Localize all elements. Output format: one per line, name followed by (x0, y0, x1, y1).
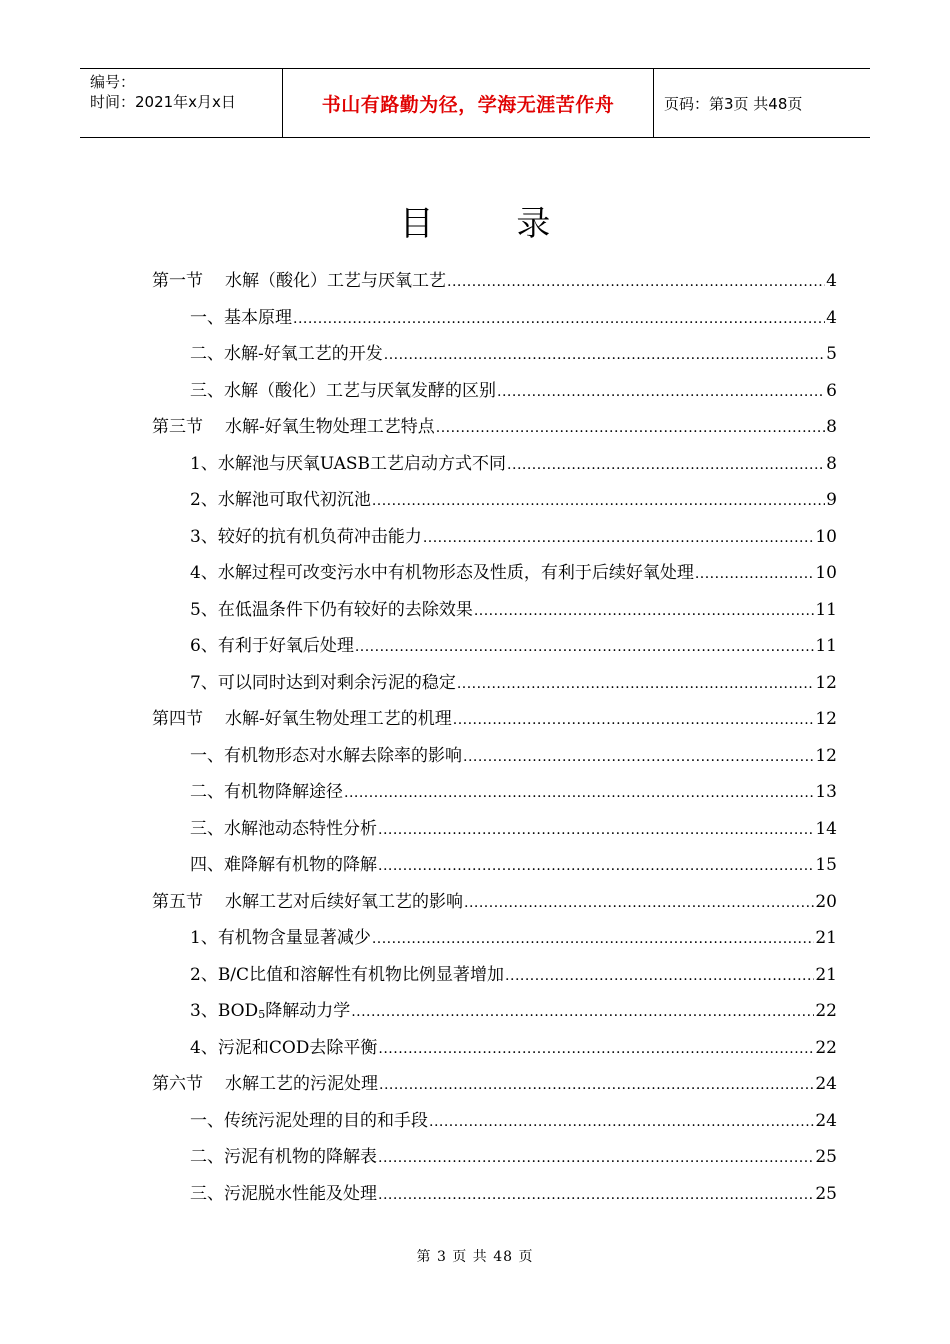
toc-subsection-entry[interactable] (152, 300, 837, 337)
toc-entry-text: 2、B/C比值和溶解性有机物比例显著增加 (190, 964, 505, 985)
toc-dot-leader (507, 447, 825, 484)
toc-entry-text: 5、在低温条件下仍有较好的去除效果 (190, 599, 473, 620)
toc-subsection-entry[interactable] (152, 446, 837, 483)
toc-subsection-entry[interactable] (152, 373, 837, 410)
toc-entry-text: 二、有机物降解途径 (190, 782, 343, 802)
toc-entry-text: 4、水解过程可改变污水中有机物形态及性质，有利于后续好氧处理 (190, 563, 694, 583)
toc-entry-text: 一、有机物形态对水解去除率的影响 (190, 745, 462, 766)
toc-page-number: 8 (826, 453, 837, 474)
toc-entry-text: 四、难降解有机物的降解 (190, 855, 377, 875)
toc-dot-leader (379, 1067, 814, 1104)
toc-entry-label (190, 336, 383, 373)
toc-page-number: 12 (815, 672, 837, 693)
toc-entry-label (152, 1066, 378, 1103)
toc-entry-text: 6、有利于好氧后处理 (190, 636, 354, 656)
toc-section-entry[interactable] (152, 409, 837, 446)
header-time-label: 时间：2021年x月x日 (90, 93, 236, 111)
toc-subsection-entry[interactable] (152, 1103, 837, 1140)
toc-entry-label (190, 847, 377, 884)
toc-dot-leader (372, 921, 815, 958)
toc-page-number: 22 (815, 1037, 837, 1058)
toc-entry-label (152, 884, 463, 921)
toc-entry-text: 4、污泥和COD去除平衡 (190, 1037, 378, 1058)
toc-entry-text: 3、较好的抗有机负荷冲击能力 (190, 526, 422, 547)
toc-page-number: 13 (815, 782, 837, 802)
toc-entry-text: 一、传统污泥处理的目的和手段 (190, 1110, 428, 1131)
toc-dot-leader (378, 1031, 814, 1068)
toc-page-number: 9 (826, 490, 837, 510)
toc-dot-leader (378, 1177, 814, 1214)
toc-entry-text: 2、水解池可取代初沉池 (190, 490, 371, 510)
toc-entry-label (190, 482, 371, 519)
toc-entry-label (190, 665, 456, 702)
toc-page-number: 11 (815, 599, 837, 620)
toc-subsection-entry[interactable] (152, 847, 837, 884)
toc-entry-label (152, 701, 452, 738)
toc-subsection-entry[interactable] (152, 628, 837, 665)
toc-page-number: 15 (815, 855, 837, 875)
toc-entry-label (190, 1176, 377, 1213)
toc-entry-text: 1、水解池与厌氧UASB工艺启动方式不同 (190, 453, 507, 474)
page-footer: 第 3 页 共 48 页 (416, 1249, 534, 1265)
toc-page-number: 12 (815, 745, 837, 766)
toc-dot-leader (378, 812, 814, 849)
toc-dot-leader (355, 629, 815, 666)
toc-page-number: 24 (815, 1110, 837, 1131)
toc-dot-leader (447, 264, 825, 301)
toc-dot-leader (384, 337, 825, 374)
toc-dot-leader (429, 1104, 814, 1141)
header-meta (80, 69, 282, 137)
toc-entry-text: 水解-好氧生物处理工艺特点 (225, 417, 435, 437)
toc-entry-subscript: 5 (258, 1008, 266, 1021)
toc-subsection-entry[interactable] (152, 738, 837, 775)
toc-entry-text: 水解工艺的污泥处理 (225, 1074, 378, 1094)
toc-page-number: 12 (815, 709, 837, 729)
toc-entry-text: 水解-好氧生物处理工艺的机理 (225, 709, 452, 729)
toc-entry-label (190, 300, 292, 337)
table-of-contents (152, 263, 837, 1212)
toc-dot-leader (474, 593, 815, 630)
toc-entry-label (190, 774, 343, 811)
toc-section-entry[interactable] (152, 884, 837, 921)
toc-page-number: 20 (815, 891, 837, 912)
toc-entry-label (190, 738, 462, 775)
toc-subsection-entry[interactable] (152, 774, 837, 811)
toc-dot-leader (464, 885, 814, 922)
toc-entry-text: 三、水解（酸化）工艺与厌氧发酵的区别 (190, 380, 496, 401)
toc-page-number: 14 (815, 818, 837, 839)
toc-dot-leader (453, 702, 815, 739)
toc-entry-label (152, 263, 446, 300)
toc-subsection-entry[interactable] (152, 920, 837, 957)
toc-subsection-entry[interactable] (152, 993, 837, 1030)
toc-entry-label (190, 811, 377, 848)
toc-dot-leader (378, 1140, 814, 1177)
header-motto: 书山有路勤为径，学海无涯苦作舟 (282, 69, 654, 137)
toc-entry-label (190, 1139, 377, 1176)
toc-subsection-entry[interactable] (152, 336, 837, 373)
toc-entry-text: 3、BOD (190, 1001, 259, 1021)
toc-subsection-entry[interactable] (152, 1030, 837, 1067)
toc-page-number: 25 (815, 1183, 837, 1204)
toc-subsection-entry[interactable] (152, 957, 837, 994)
toc-entry-label (190, 920, 371, 957)
toc-entry-label (190, 446, 506, 483)
toc-entry-label (190, 555, 694, 592)
header-page-info: 页码：第3页 共48页 (664, 94, 803, 113)
toc-entry-label (190, 1030, 377, 1067)
toc-page-number: 4 (826, 307, 837, 328)
toc-subsection-entry[interactable] (152, 482, 837, 519)
toc-entry-text: 二、污泥有机物的降解表 (190, 1147, 377, 1167)
toc-entry-text: 三、水解池动态特性分析 (190, 818, 377, 839)
toc-page-number: 4 (826, 271, 837, 291)
toc-dot-leader (497, 374, 825, 411)
toc-subsection-entry[interactable] (152, 1139, 837, 1176)
toc-entry-text: 水解（酸化）工艺与厌氧工艺 (225, 271, 446, 291)
toc-dot-leader (293, 301, 825, 338)
toc-entry-text: 三、污泥脱水性能及处理 (190, 1183, 377, 1204)
toc-entry-label (190, 592, 473, 629)
toc-entry-label (152, 409, 435, 446)
toc-entry-label (190, 957, 504, 994)
toc-dot-leader (457, 666, 815, 703)
toc-page-number: 11 (815, 636, 837, 656)
toc-dot-leader (505, 958, 814, 995)
toc-entry-text: 二、水解-好氧工艺的开发 (190, 344, 383, 364)
toc-entry-text: 1、有机物含量显著减少 (190, 928, 371, 948)
toc-dot-leader (351, 994, 814, 1031)
toc-section-entry[interactable] (152, 1066, 837, 1103)
toc-title: 目 录 (399, 204, 587, 244)
toc-entry-text-tail: 降解动力学 (265, 1001, 351, 1021)
header-code-label: 编号： (90, 73, 136, 91)
toc-subsection-entry[interactable] (152, 592, 837, 629)
toc-page-number: 10 (815, 563, 837, 583)
toc-section-entry[interactable] (152, 263, 837, 300)
toc-page-number: 6 (826, 380, 837, 401)
toc-page-number: 5 (826, 344, 837, 364)
toc-dot-leader (695, 556, 815, 593)
toc-entry-text: 7、可以同时达到对剩余污泥的稳定 (190, 672, 456, 693)
toc-section-number: 第五节 (152, 891, 203, 912)
toc-page-number: 21 (815, 964, 837, 985)
toc-section-number: 第一节 (152, 271, 203, 291)
toc-entry-label (190, 373, 496, 410)
toc-entry-label (190, 993, 350, 1030)
toc-section-number: 第六节 (152, 1074, 203, 1094)
toc-section-entry[interactable] (152, 701, 837, 738)
toc-entry-label (190, 1103, 428, 1140)
toc-page-number: 10 (815, 526, 837, 547)
toc-entry-label (190, 628, 354, 665)
toc-section-number: 第四节 (152, 709, 203, 729)
toc-section-number: 第三节 (152, 417, 203, 437)
toc-page-number: 8 (826, 417, 837, 437)
toc-dot-leader (423, 520, 815, 557)
page-header (80, 68, 870, 138)
toc-dot-leader (344, 775, 814, 812)
toc-page-number: 21 (815, 928, 837, 948)
toc-dot-leader (463, 739, 814, 776)
toc-entry-text: 水解工艺对后续好氧工艺的影响 (225, 891, 463, 912)
toc-dot-leader (372, 483, 825, 520)
toc-page-number: 24 (815, 1074, 837, 1094)
toc-subsection-entry[interactable] (152, 665, 837, 702)
toc-entry-text: 一、基本原理 (190, 307, 292, 328)
toc-page-number: 25 (815, 1147, 837, 1167)
toc-dot-leader (378, 848, 814, 885)
toc-entry-label (190, 519, 422, 556)
toc-subsection-entry[interactable] (152, 555, 837, 592)
toc-page-number: 22 (815, 1001, 837, 1021)
toc-subsection-entry[interactable] (152, 519, 837, 556)
toc-dot-leader (436, 410, 825, 447)
toc-subsection-entry[interactable] (152, 1176, 837, 1213)
toc-subsection-entry[interactable] (152, 811, 837, 848)
